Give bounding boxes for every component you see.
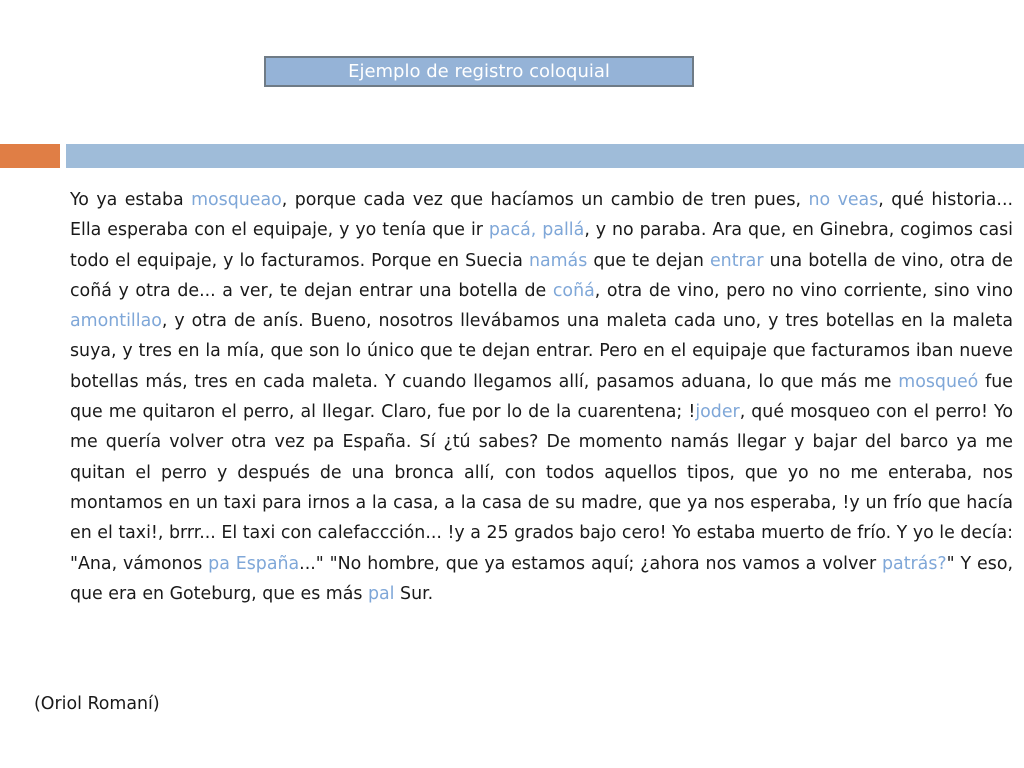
- text-segment: Yo ya estaba: [70, 190, 192, 210]
- text-segment: Sur.: [394, 583, 434, 604]
- accent-bar-blue: [66, 144, 1024, 168]
- highlighted-word: patrás?: [882, 553, 947, 574]
- slide-title: Ejemplo de registro coloquial: [264, 56, 694, 87]
- highlighted-word: mosqueó: [898, 371, 979, 392]
- text-segment: , otra de vino, pero no vino corriente, sino vino: [594, 280, 1014, 301]
- text-segment: , y otra de anís. Bueno, nosotros llevábamos una maleta cada uno, y tres botellas en la maleta suya, y tres en la mía, que son lo único que te dejan entrar. Pero en el equipaje que facturamos iban nueve botellas más, tres en cada maleta. Y cuando llegamos allí, pasamos aduana, lo que más me: [70, 311, 1013, 392]
- text-segment: una botella de vino, otra de coñá y otra de... a ver, te dejan entrar una botella de: [70, 250, 1013, 301]
- highlighted-word: pa España: [208, 553, 300, 574]
- text-segment: , qué mosqueo con el perro! Yo me quería volver otra vez pa España. Sí ¿tú sabes? De momento namás llegar y bajar del barco ya me quitan el perro y después de una bronca allí, con todos aquellos tipos, que yo no me enteraba, nos montamos en un taxi para irnos a la casa, a la casa de su madre, que ya nos esperaba, !y un frío que hacía en el taxi!, brrr... El taxi con calefaccción... !y a 25 grados bajo cero! Yo estaba muerto de frío. Y yo le decía: "Ana, vámonos: [70, 402, 1013, 574]
- highlighted-word: pal: [367, 583, 395, 604]
- accent-bar-orange: [0, 144, 60, 168]
- text-segment: fue que me quitaron el perro, al llegar. Claro, fue por lo de la cuarentena; !: [70, 371, 1014, 423]
- highlighted-word: namás: [528, 250, 588, 271]
- highlighted-word: entrar: [709, 250, 764, 271]
- highlighted-word: coñá: [552, 280, 595, 301]
- highlighted-word: pacá, pallá: [488, 220, 585, 241]
- quote-paragraph: [70, 185, 1013, 609]
- author-attribution: (Oriol Romaní): [34, 694, 160, 714]
- highlighted-word: mosqueao: [191, 190, 282, 210]
- highlighted-word: joder: [695, 402, 740, 423]
- text-segment: , porque cada vez que hacíamos un cambio de tren pues,: [281, 190, 809, 210]
- text-segment: " Y eso, que era en Goteburg, que es más: [70, 553, 1013, 604]
- text-segment: , y no paraba. Ara que, en Ginebra, cogimos casi todo el equipaje, y lo facturamos. Porque en Suecia: [70, 220, 1013, 271]
- text-segment: , qué historia... Ella esperaba con el equipaje, y yo tenía que ir: [70, 190, 1014, 241]
- highlighted-word: no veas: [808, 190, 879, 210]
- text-segment: ..." "No hombre, que ya estamos aquí; ¿ahora nos vamos a volver: [299, 553, 883, 574]
- text-segment: que te dejan: [587, 250, 710, 271]
- highlighted-word: amontillao: [70, 311, 162, 332]
